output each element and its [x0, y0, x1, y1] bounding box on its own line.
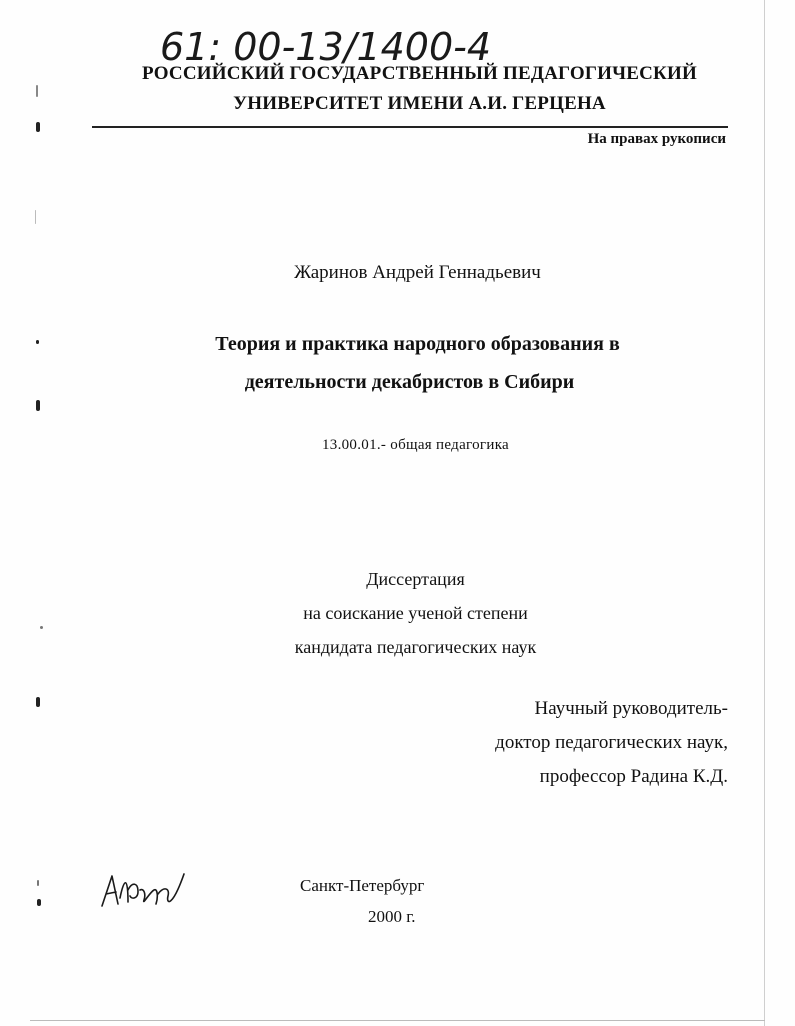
scan-mark [40, 626, 43, 629]
supervisor-name: профессор Радина К.Д. [539, 766, 728, 787]
scan-mark [36, 340, 39, 344]
author-signature [98, 868, 198, 918]
scan-mark [36, 122, 40, 132]
specialty-code: 13.00.01.- общая педагогика [321, 437, 510, 453]
scan-mark [35, 210, 36, 224]
scan-bottom-edge [30, 1020, 765, 1021]
degree-purpose: на соискание ученой степени [303, 603, 528, 623]
scan-mark [37, 880, 39, 886]
university-name-line-1: РОССИЙСКИЙ ГОСУДАРСТВЕННЫЙ ПЕДАГОГИЧЕСКИЙ [142, 63, 697, 84]
scan-mark [36, 85, 38, 97]
publication-place: Санкт-Петербург [300, 876, 425, 895]
manuscript-rights-note: На правах рукописи [587, 131, 726, 147]
scan-mark [36, 697, 40, 707]
scan-mark [37, 899, 41, 906]
dissertation-label: Диссертация [366, 569, 465, 589]
scan-mark [36, 400, 40, 411]
header-divider [92, 126, 728, 128]
scan-right-edge [764, 0, 765, 1026]
catalog-number-text: 61: 00-13/1400-4 [160, 25, 492, 69]
supervisor-label: Научный руководитель- [534, 698, 728, 719]
publication-year: 2000 г. [368, 907, 416, 926]
dissertation-title-line-1: Теория и практика народного образования в [215, 333, 620, 355]
university-name-line-2: УНИВЕРСИТЕТ ИМЕНИ А.И. ГЕРЦЕНА [233, 93, 606, 114]
dissertation-title-line-2: деятельности декабристов в Сибири [244, 371, 575, 393]
supervisor-degree: доктор педагогических наук, [495, 732, 728, 753]
degree-name: кандидата педагогических наук [294, 637, 537, 657]
author-name: Жаринов Андрей Геннадьевич [294, 262, 541, 283]
